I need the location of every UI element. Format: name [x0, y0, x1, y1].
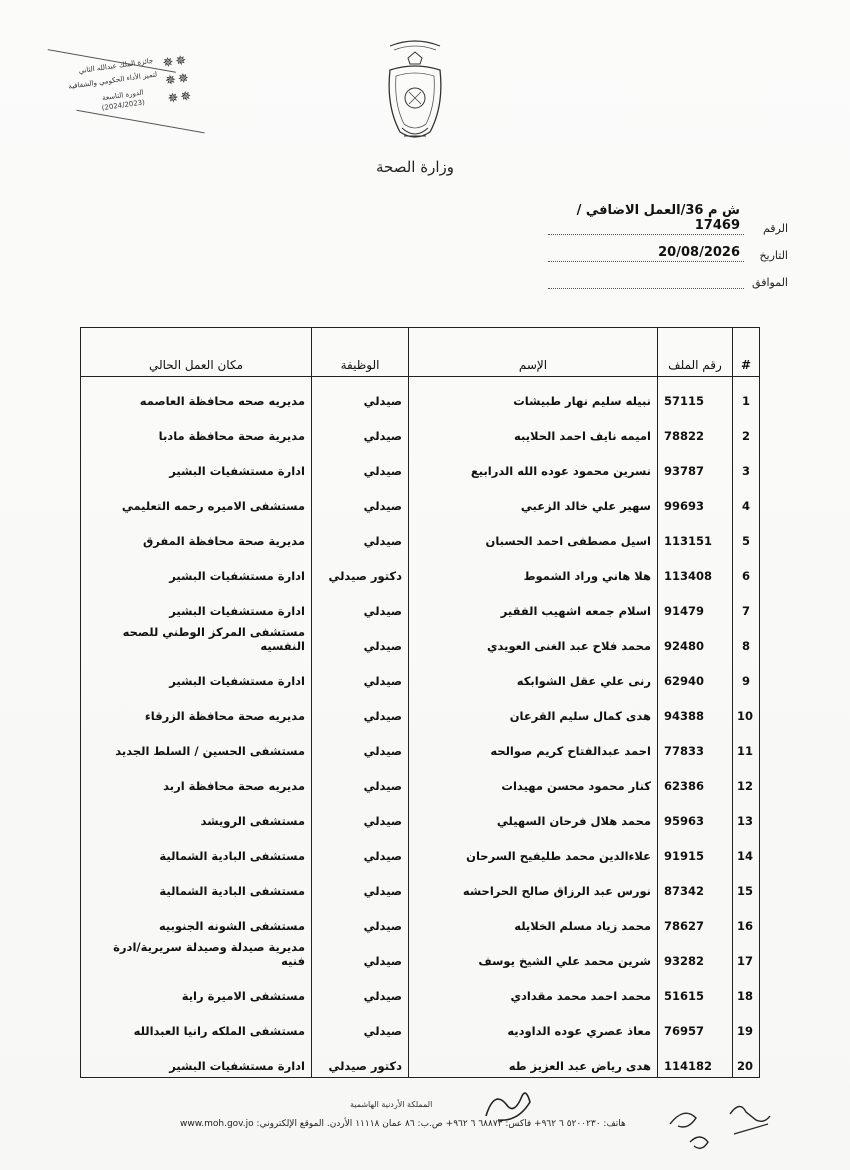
cell-num: 19: [733, 1007, 760, 1042]
cell-name: محمد هلال فرحان السهيلي: [409, 797, 658, 832]
cell-name: نبيله سليم نهار طبيشات: [409, 377, 658, 413]
award-line: جائزة الملك عبدالله الثاني: [78, 56, 154, 76]
cell-file: 95963: [658, 797, 733, 832]
cell-work: مديرية صحة محافظة المفرق: [81, 517, 312, 552]
cell-job: صيدلي: [312, 517, 409, 552]
cell-name: احمد عبدالفتاح كريم صوالحه: [409, 727, 658, 762]
cell-file: 113151: [658, 517, 733, 552]
cell-num: 2: [733, 412, 760, 447]
cell-file: 91479: [658, 587, 733, 622]
cell-job: صيدلي: [312, 902, 409, 937]
cell-num: 6: [733, 552, 760, 587]
cell-work: مستشفى الحسين / السلط الجديد: [81, 727, 312, 762]
table-row: [81, 902, 760, 937]
table-row: [81, 412, 760, 447]
table-row: [81, 1007, 760, 1042]
reference-number-value: ش م 36/العمل الاضافي / 17469: [548, 203, 744, 235]
cell-num: 13: [733, 797, 760, 832]
cell-name: شرين محمد علي الشيخ يوسف: [409, 937, 658, 972]
cell-work: مديريه صحه محافظة العاصمه: [81, 377, 312, 413]
jordan-coat-of-arms-icon: [380, 36, 450, 146]
cell-num: 16: [733, 902, 760, 937]
cell-num: 11: [733, 727, 760, 762]
reference-date-row: [548, 235, 788, 262]
cell-name: اميمه نايف احمد الحلايبه: [409, 412, 658, 447]
cell-name: محمد احمد محمد مقدادي: [409, 972, 658, 1007]
reference-corresponding-value: [548, 287, 744, 289]
table-row: [81, 832, 760, 867]
table-row: [81, 937, 760, 972]
header-work: مكان العمل الحالي: [81, 328, 312, 377]
award-line: (2024/2023): [101, 98, 146, 113]
cell-job: صيدلي: [312, 727, 409, 762]
cell-job: صيدلي: [312, 692, 409, 727]
reference-corresponding-row: [548, 262, 788, 289]
cell-file: 114182: [658, 1042, 733, 1078]
cell-num: 7: [733, 587, 760, 622]
cell-job: صيدلي: [312, 447, 409, 482]
cell-num: 20: [733, 1042, 760, 1078]
cell-job: دكتور صيدلي: [312, 1042, 409, 1078]
cell-name: رنى علي عقل الشوابكه: [409, 657, 658, 692]
cell-file: 76957: [658, 1007, 733, 1042]
cell-name: اسلام جمعه اشهيب الفقير: [409, 587, 658, 622]
cell-job: صيدلي: [312, 622, 409, 657]
reference-corresponding-label: الموافق: [752, 276, 788, 289]
cell-file: 78627: [658, 902, 733, 937]
cell-num: 18: [733, 972, 760, 1007]
cell-name: كنار محمود محسن مهيدات: [409, 762, 658, 797]
cell-work: مديريه صحة محافظة الزرقاء: [81, 692, 312, 727]
cell-num: 17: [733, 937, 760, 972]
cell-work: ادارة مستشفيات البشير: [81, 1042, 312, 1078]
cell-job: صيدلي: [312, 762, 409, 797]
table-row: [81, 727, 760, 762]
cell-num: 10: [733, 692, 760, 727]
cell-work: ادارة مستشفيات البشير: [81, 447, 312, 482]
cell-file: 92480: [658, 622, 733, 657]
cell-work: مديريه صحة محافظة اربد: [81, 762, 312, 797]
cell-work: مستشفى الشونه الجنوبيه: [81, 902, 312, 937]
table-row: [81, 377, 760, 413]
table-row: [81, 482, 760, 517]
cell-work: ادارة مستشفيات البشير: [81, 587, 312, 622]
cell-num: 4: [733, 482, 760, 517]
reference-number-row: [548, 203, 788, 235]
cell-job: صيدلي: [312, 867, 409, 902]
table-row: [81, 587, 760, 622]
table-row: [81, 1042, 760, 1078]
cell-name: اسيل مصطفى احمد الحسبان: [409, 517, 658, 552]
cell-work: ادارة مستشفيات البشير: [81, 552, 312, 587]
table-row: [81, 762, 760, 797]
cell-job: صيدلي: [312, 412, 409, 447]
cell-file: 91915: [658, 832, 733, 867]
cell-job: صيدلي: [312, 937, 409, 972]
cell-work: مستشفى البادية الشمالية: [81, 832, 312, 867]
cell-file: 77833: [658, 727, 733, 762]
cell-file: 57115: [658, 377, 733, 413]
cell-work: ادارة مستشفيات البشير: [81, 657, 312, 692]
cell-file: 93787: [658, 447, 733, 482]
cell-job: صيدلي: [312, 1007, 409, 1042]
cell-name: محمد زياد مسلم الخلايله: [409, 902, 658, 937]
staff-table: [80, 327, 760, 1078]
reference-date-label: التاريخ: [759, 249, 788, 262]
cell-work: مستشفى البادية الشمالية: [81, 867, 312, 902]
cell-file: 62386: [658, 762, 733, 797]
cell-work: مستشفى الاميره رحمه التعليمي: [81, 482, 312, 517]
cell-num: 14: [733, 832, 760, 867]
table-row: [81, 692, 760, 727]
cell-file: 51615: [658, 972, 733, 1007]
cell-work: مستشفى المركز الوطني للصحه النفسيه: [81, 622, 312, 657]
table-header-row: [81, 328, 760, 377]
cell-name: هدى رياض عبد العزيز طه: [409, 1042, 658, 1078]
table-row: [81, 552, 760, 587]
cell-name: نورس عبد الرزاق صالح الحراحشه: [409, 867, 658, 902]
cell-file: 93282: [658, 937, 733, 972]
award-line: لتميز الأداء الحكومي والشفافية: [67, 70, 158, 91]
cell-file: 78822: [658, 412, 733, 447]
cell-work: مستشفى الاميرة راية: [81, 972, 312, 1007]
cell-name: نسرين محمود عوده الله الدرابيع: [409, 447, 658, 482]
table-row: [81, 657, 760, 692]
header-name: الإسم: [409, 328, 658, 377]
cell-num: 3: [733, 447, 760, 482]
cell-job: صيدلي: [312, 377, 409, 413]
reference-number-label: الرقم: [762, 222, 788, 235]
ministry-title: وزارة الصحة: [376, 158, 454, 176]
header-job: الوظيفة: [312, 328, 409, 377]
table-row: [81, 867, 760, 902]
cell-num: 5: [733, 517, 760, 552]
table-row: [81, 972, 760, 1007]
table-row: [81, 447, 760, 482]
cell-num: 8: [733, 622, 760, 657]
footer-kingdom: المملكة الأردنية الهاشمية: [350, 1100, 433, 1109]
header-file: رقم الملف: [658, 328, 733, 377]
cell-num: 1: [733, 377, 760, 413]
table-row: [81, 517, 760, 552]
cell-work: مديرية صحة محافظة مادبا: [81, 412, 312, 447]
header-num: #: [733, 328, 760, 377]
cell-file: 99693: [658, 482, 733, 517]
cell-job: صيدلي: [312, 972, 409, 1007]
cell-file: 62940: [658, 657, 733, 692]
stamp-line: [76, 110, 204, 134]
reference-block: [548, 203, 788, 289]
cell-name: علاءالدين محمد طليفيح السرحان: [409, 832, 658, 867]
handwritten-signature: [660, 1094, 780, 1158]
cell-name: سهير علي خالد الزعبي: [409, 482, 658, 517]
footer-contact: هاتف: ٥٢٠٠٢٣٠ ٦ ٩٦٢+ فاكس: ٦٨٨٧٣ ٦ ٩٦٢+ ص.ب: ٨٦ عمان ١١١١٨ الأردن. الموقع الإلكتروني: www.moh.gov.jo: [180, 1119, 626, 1129]
cell-job: دكتور صيدلي: [312, 552, 409, 587]
award-stamp: [47, 41, 218, 152]
cell-work: مستشفى الملكه رانيا العبدالله: [81, 1007, 312, 1042]
table-row: [81, 622, 760, 657]
cell-job: صيدلي: [312, 832, 409, 867]
cell-file: 87342: [658, 867, 733, 902]
cell-work: مستشفى الرويشد: [81, 797, 312, 832]
cell-file: 113408: [658, 552, 733, 587]
cell-work: مديرية صيدلة وصيدلة سريرية/ادرة فنيه: [81, 937, 312, 972]
cell-file: 94388: [658, 692, 733, 727]
cell-job: صيدلي: [312, 482, 409, 517]
cell-name: هلا هاني وراد الشموط: [409, 552, 658, 587]
cell-name: معاذ عصري عوده الداوديه: [409, 1007, 658, 1042]
cell-num: 15: [733, 867, 760, 902]
table-row: [81, 797, 760, 832]
cell-num: 12: [733, 762, 760, 797]
cell-job: صيدلي: [312, 797, 409, 832]
stars-icon: ✵✵ ✵✵ ✵✵: [161, 52, 195, 107]
cell-name: هدى كمال سليم القرعان: [409, 692, 658, 727]
award-line: الدورة التاسعة: [101, 88, 145, 103]
cell-job: صيدلي: [312, 587, 409, 622]
reference-date-value: 20/08/2026: [548, 245, 744, 262]
cell-num: 9: [733, 657, 760, 692]
cell-name: محمد فلاح عبد الغنى العويدي: [409, 622, 658, 657]
cell-job: صيدلي: [312, 657, 409, 692]
